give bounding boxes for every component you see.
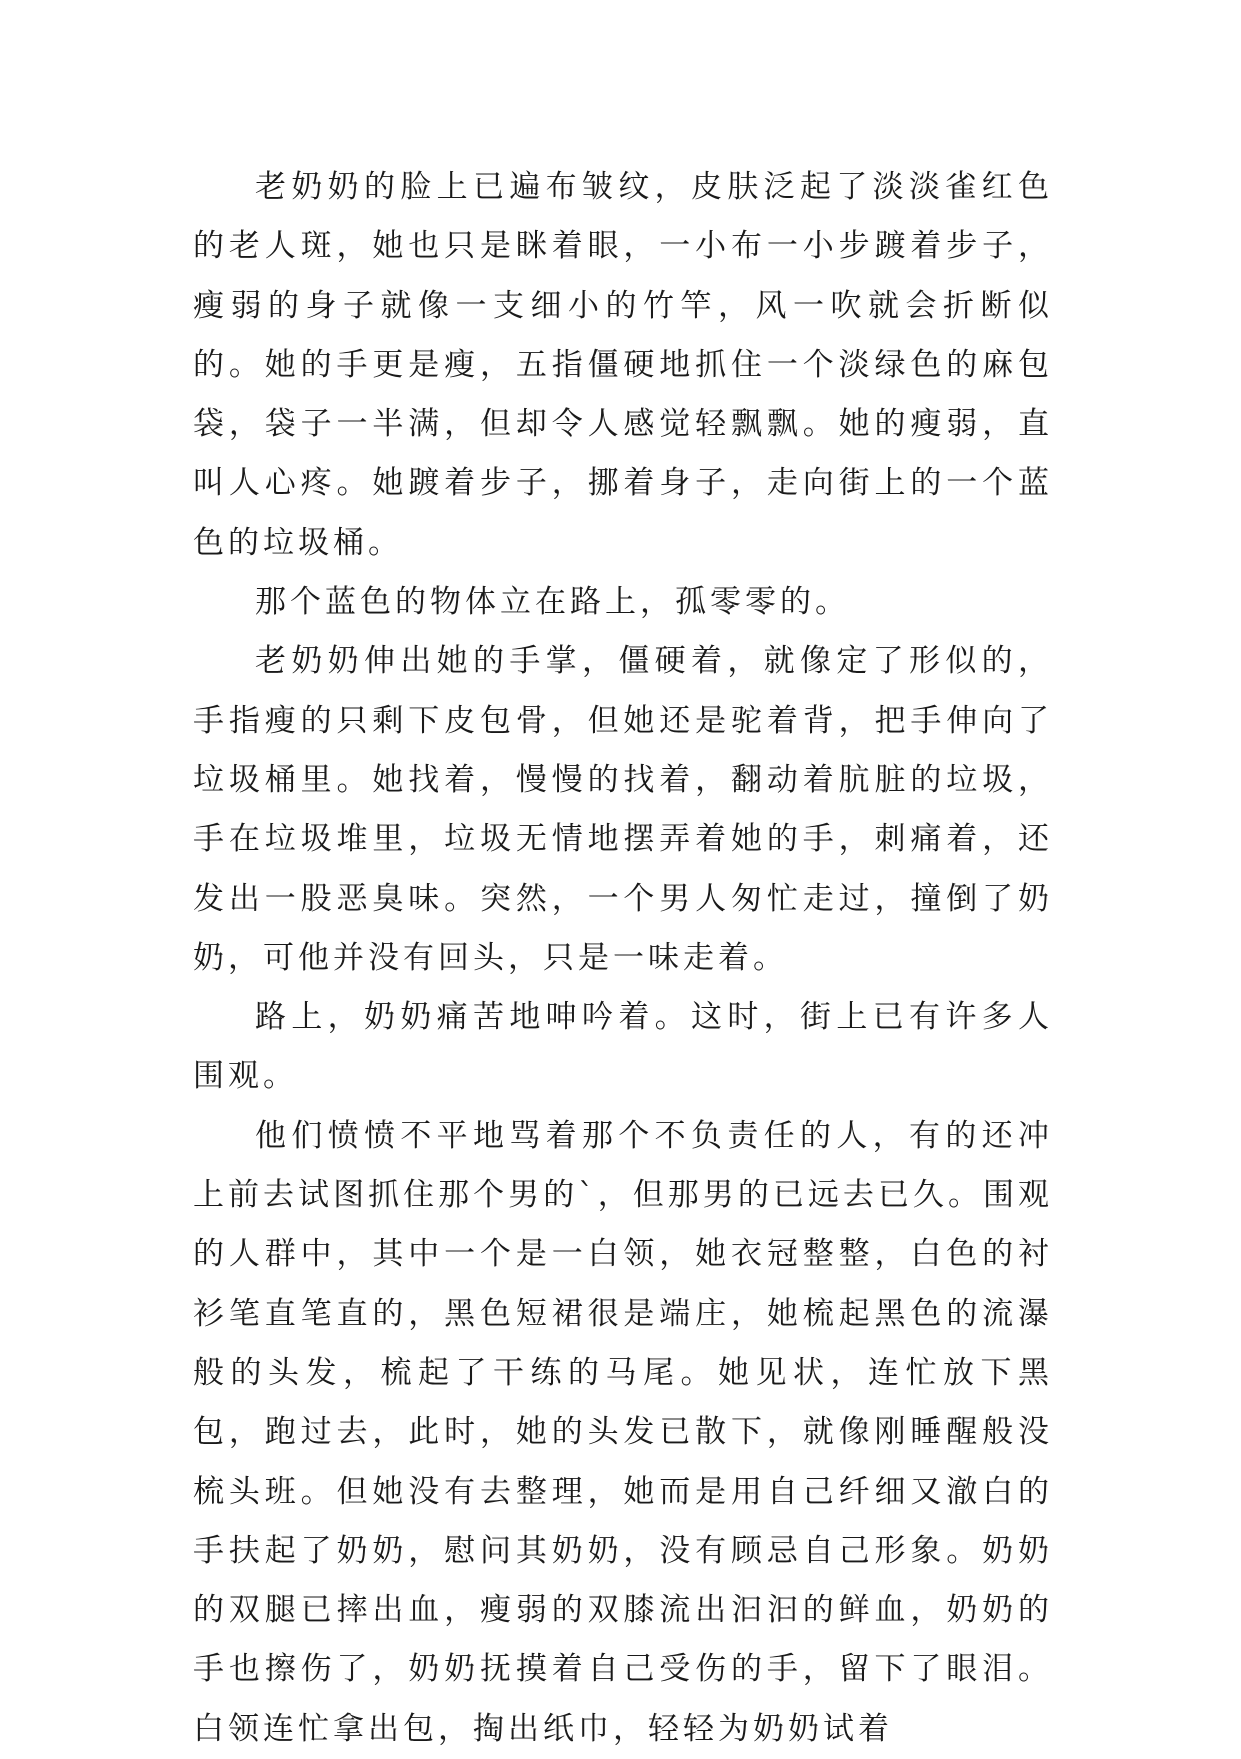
paragraph: 老奶奶的脸上已遍布皱纹，皮肤泛起了淡淡雀红色的老人斑，她也只是眯着眼，一小布一小步踱着步子，瘦弱的身子就像一支细小的竹竿，风一吹就会折断似的。她的手更是瘦，五指僵硬地抓住一个淡绿色的麻包袋，袋子一半满，但却令人感觉轻飘飘。她的瘦弱，直叫人心疼。她踱着步子，挪着身子，走向街上的一个蓝色的垃圾桶。 [193, 169, 1053, 561]
document-body [193, 158, 1053, 1759]
paragraph: 他们愤愤不平地骂着那个不负责任的人，有的还冲上前去试图抓住那个男的`，但那男的已远去已久。围观的人群中，其中一个是一白领，她衣冠整整，白色的衬衫笔直笔直的，黑色短裙很是端庄，她梳起黑色的流瀑般的头发，梳起了干练的马尾。她见状，连忙放下黑包，跑过去，此时，她的头发已散下，就像刚睡醒般没梳头班。但她没有去整理，她而是用自己纤细又澈白的手扶起了奶奶，慰问其奶奶，没有顾忌自己形象。奶奶的双腿已摔出血，瘦弱的双膝流出汩汩的鲜血，奶奶的手也擦伤了，奶奶抚摸着自己受伤的手，留下了眼泪。白领连忙拿出包，掏出纸巾，轻轻为奶奶试着 [193, 1117, 1053, 1747]
paragraph: 老奶奶伸出她的手掌，僵硬着，就像定了形似的，手指瘦的只剩下皮包骨，但她还是驼着背，把手伸向了垃圾桶里。她找着，慢慢的找着，翻动着肮脏的垃圾，手在垃圾堆里，垃圾无情地摆弄着她的手，刺痛着，还发出一股恶臭味。突然，一个男人匆忙走过，撞倒了奶奶，可他并没有回头，只是一味走着。 [193, 643, 1053, 976]
paragraph: 路上，奶奶痛苦地呻吟着。这时，街上已有许多人围观。 [193, 999, 1053, 1095]
paragraph: 那个蓝色的物体立在路上，孤零零的。 [255, 584, 850, 621]
